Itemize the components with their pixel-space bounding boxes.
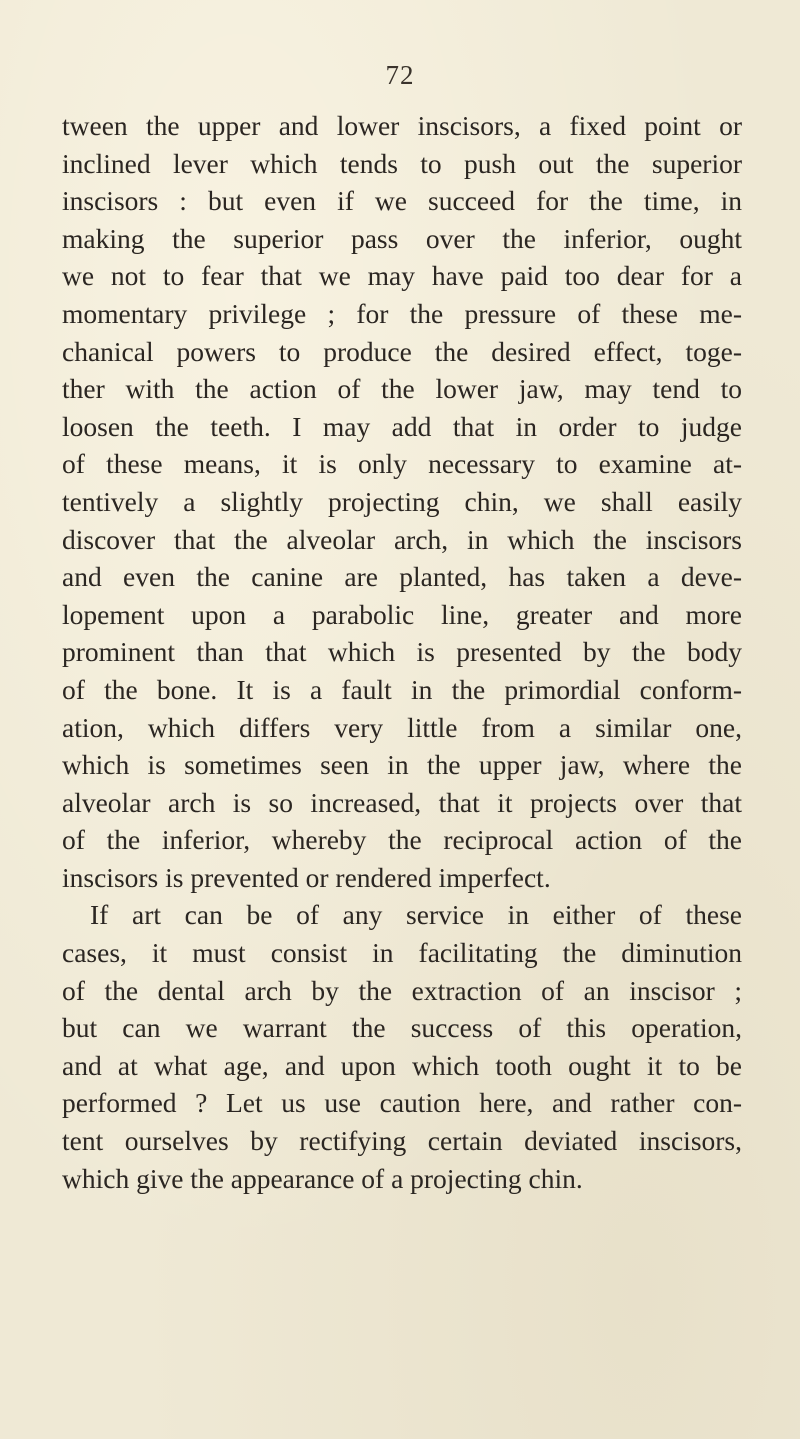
text-line: making the superior pass over the inferior, ought [62, 222, 742, 254]
paragraph-start-line: If art can be of any service in either of these [90, 899, 742, 931]
text-line: momentary privilege ; for the pressure of these me- [62, 297, 742, 329]
text-line: and at what age, and upon which tooth ought it to be [62, 1049, 742, 1081]
text-line: lopement upon a parabolic line, greater and more [62, 598, 742, 630]
text-line: discover that the alveolar arch, in which the inscisors [62, 523, 742, 555]
text-line: loosen the teeth. I may add that in order to judge [62, 410, 742, 442]
text-line: alveolar arch is so increased, that it projects over that [62, 786, 742, 818]
text-line: tentively a slightly projecting chin, we shall easily [62, 485, 742, 517]
text-line: inscisors : but even if we succeed for the time, in [62, 185, 742, 217]
body-text [62, 107, 742, 1197]
text-line: of the bone. It is a fault in the primordial conform- [62, 673, 742, 705]
text-line: performed ? Let us use caution here, and rather con- [62, 1087, 742, 1119]
text-line: ation, which differs very little from a similar one, [62, 711, 742, 743]
text-line: and even the canine are planted, has taken a deve- [62, 561, 742, 593]
text-line: of these means, it is only necessary to examine at- [62, 448, 742, 480]
text-line: tween the upper and lower inscisors, a fixed point or [62, 110, 742, 141]
text-line: which is sometimes seen in the upper jaw, where the [62, 749, 742, 781]
text-line: but can we warrant the success of this operation, [62, 1012, 742, 1044]
paragraph-end-line: which give the appearance of a projecting chin. [62, 1162, 583, 1194]
text-line: inclined lever which tends to push out the superior [62, 147, 742, 179]
text-line: tent ourselves by rectifying certain deviated inscisors, [62, 1125, 742, 1157]
paragraph-end-line: inscisors is prevented or rendered imperfect. [62, 861, 551, 893]
text-line: of the inferior, whereby the reciprocal action of the [62, 824, 742, 856]
text-line: cases, it must consist in facilitating the diminution [62, 937, 742, 969]
page-number: 72 [385, 60, 415, 90]
text-line: ther with the action of the lower jaw, may tend to [62, 373, 742, 405]
text-line: of the dental arch by the extraction of an inscisor ; [62, 974, 742, 1006]
text-line: we not to fear that we may have paid too dear for a [62, 260, 742, 292]
text-line: prominent than that which is presented by the body [62, 636, 742, 668]
text-line: chanical powers to produce the desired effect, toge- [62, 335, 742, 367]
